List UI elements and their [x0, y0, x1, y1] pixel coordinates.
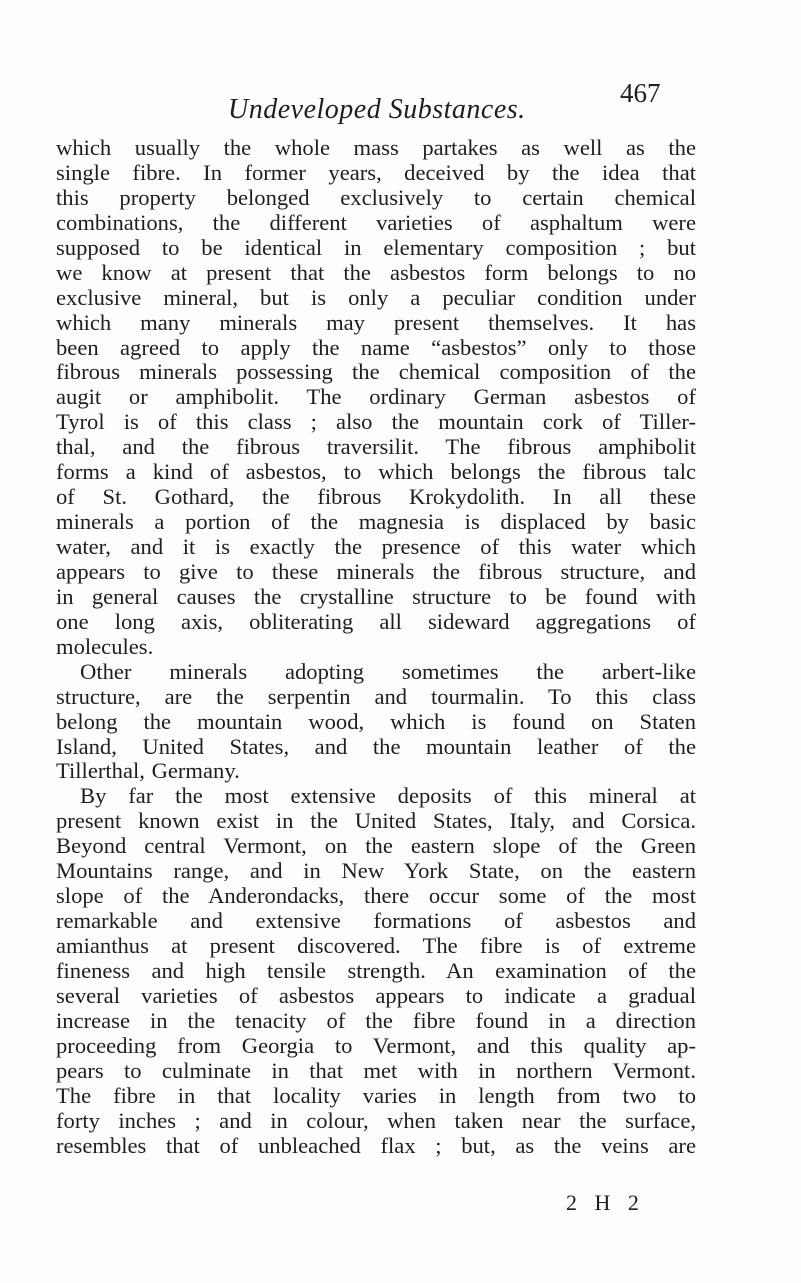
- text-line: remarkable and extensive formations of asbestos and: [56, 908, 696, 934]
- text-line: appears to give to these minerals the fibrous structure, and: [56, 558, 696, 584]
- running-title: Undeveloped Substances.: [228, 94, 526, 125]
- signature-mark: 2 H 2: [566, 1190, 645, 1215]
- text-line: amianthus at present discovered. The fibre is of extreme: [56, 933, 696, 958]
- text-line: single fibre. In former years, deceived by the idea that: [56, 159, 696, 185]
- text-line: combinations, the different varieties of asphaltum were: [56, 209, 696, 235]
- text-line: pears to culminate in that met with in northern Vermont.: [56, 1057, 696, 1083]
- text-line: which usually the whole mass partakes as well as the: [56, 135, 696, 160]
- text-line: Mountains range, and in New York State, on the eastern: [56, 858, 696, 884]
- text-line: which many minerals may present themselves. It has: [56, 309, 696, 335]
- text-line: molecules.: [56, 633, 154, 659]
- text-line: been agreed to apply the name “asbestos” only to those: [56, 334, 696, 360]
- text-line: exclusive mineral, but is only a peculiar condition under: [56, 284, 696, 310]
- text-line: By far the most extensive deposits of this mineral at: [80, 783, 696, 809]
- text-line: proceeding from Georgia to Vermont, and this quality ap-: [56, 1032, 696, 1058]
- text-line: in general causes the crystalline structure to be found with: [56, 583, 696, 609]
- text-line: structure, are the serpentin and tourmalin. To this class: [56, 683, 696, 709]
- text-line: several varieties of asbestos appears to indicate a gradual: [56, 982, 696, 1008]
- text-line: fineness and high tensile strength. An examination of the: [56, 957, 696, 983]
- body-text: [56, 136, 696, 1158]
- text-line: this property belonged exclusively to certain chemical: [56, 184, 696, 210]
- running-head: [0, 78, 801, 126]
- text-line: one long axis, obliterating all sideward aggregations of: [56, 608, 696, 634]
- text-line: resembles that of unbleached flax ; but, as the veins are: [56, 1132, 696, 1158]
- text-line: water, and it is exactly the presence of this water which: [56, 534, 696, 559]
- text-line: belong the mountain wood, which is found on Staten: [56, 708, 696, 734]
- text-line: thal, and the fibrous traversilit. The fibrous amphibolit: [56, 434, 696, 460]
- text-line: minerals a portion of the magnesia is displaced by basic: [56, 509, 696, 535]
- page-number: 467: [620, 78, 661, 108]
- text-line: supposed to be identical in elementary composition ; but: [56, 234, 696, 260]
- text-line: Tyrol is of this class ; also the mountain cork of Tiller-: [56, 409, 696, 435]
- text-line: The fibre in that locality varies in length from two to: [56, 1082, 696, 1108]
- text-line: forms a kind of asbestos, to which belongs the fibrous talc: [56, 459, 696, 485]
- text-line: Island, United States, and the mountain leather of the: [56, 733, 696, 759]
- text-line: augit or amphibolit. The ordinary German asbestos of: [56, 384, 696, 410]
- text-line: of St. Gothard, the fibrous Krokydolith. In all these: [56, 484, 696, 510]
- text-line: Other minerals adopting sometimes the arbert-like: [80, 658, 696, 684]
- text-line: present known exist in the United States, Italy, and Corsica.: [56, 808, 696, 834]
- text-line: slope of the Anderondacks, there occur some of the most: [56, 883, 696, 909]
- text-line: fibrous minerals possessing the chemical composition of the: [56, 359, 696, 385]
- text-line: increase in the tenacity of the fibre found in a direction: [56, 1007, 696, 1033]
- text-line: forty inches ; and in colour, when taken near the surface,: [56, 1107, 696, 1133]
- text-line: Tillerthal, Germany.: [56, 758, 240, 784]
- text-line: Beyond central Vermont, on the eastern slope of the Green: [56, 833, 696, 859]
- text-line: we know at present that the asbestos form belongs to no: [56, 259, 696, 285]
